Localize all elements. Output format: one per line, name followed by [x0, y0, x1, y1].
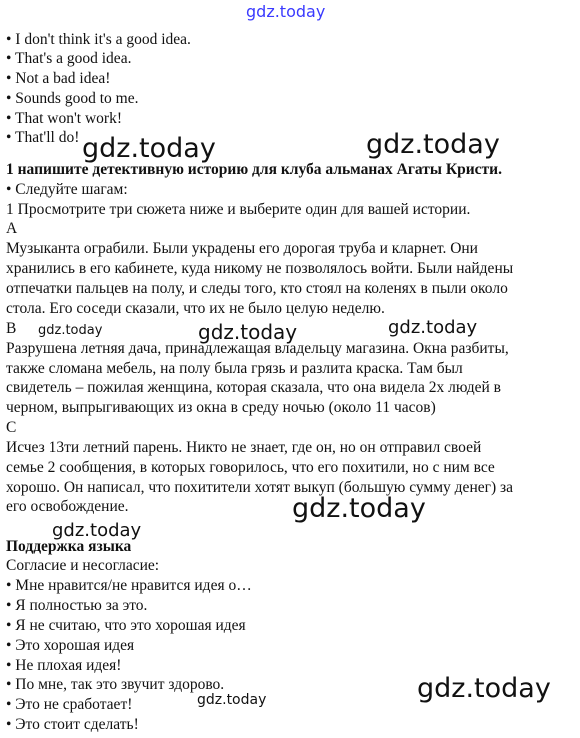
plot-line: семье 2 сообщения, в которых говорилось, что его похитили, но с ним все [6, 459, 495, 476]
watermark: gdz.today [198, 320, 298, 344]
plot-label: C [6, 419, 17, 436]
watermark: gdz.today [52, 520, 142, 541]
phrase-item: • Not a bad idea! [6, 70, 111, 87]
phrase-item: • Sounds good to me. [6, 90, 139, 107]
plot-label: B [6, 320, 17, 337]
support-item: • Я не считаю, что это хорошая идея [6, 617, 246, 634]
support-item: • Это хорошая идея [6, 637, 135, 654]
phrase-item: • That won't work! [6, 110, 122, 127]
task-step: 1 Просмотрите три сюжета ниже и выберите один для вашей истории. [6, 201, 471, 218]
support-heading: Поддержка языка [6, 538, 132, 555]
task-follow: • Следуйте шагам: [6, 181, 128, 198]
plot-line: черном, выпрыгивающих из окна в среду ночью (около 11 часов) [6, 399, 436, 416]
watermark: gdz.today [197, 692, 267, 708]
phrase-item: • That's a good idea. [6, 50, 132, 67]
watermark: gdz.today [38, 323, 103, 338]
plot-line: хранились в его кабинете, куда никому не позволялось войти. Были найдены [6, 260, 514, 277]
watermark: gdz.today [366, 129, 500, 160]
plot-line: хорошо. Он написал, что похитители хотят выкуп (большую сумму денег) за [6, 479, 514, 496]
support-item: • По мне, так это звучит здорово. [6, 676, 225, 693]
watermark: gdz.today [388, 317, 478, 338]
plot-line: также сломана мебель, на полу была грязь и разлита краска. Там был [6, 360, 463, 377]
plot-line: Разрушена летняя дача, принадлежащая владельцу магазина. Окна разбиты, [6, 340, 509, 357]
support-item: • Я полностью за это. [6, 597, 148, 614]
plot-line: стола. Его соседи сказали, что их не было целую неделю. [6, 300, 385, 317]
plot-line: Музыканта ограбили. Были украдены его дорогая труба и кларнет. Они [6, 240, 478, 257]
support-item: • Не плохая идея! [6, 657, 122, 674]
phrase-item: • I don't think it's a good idea. [6, 31, 191, 48]
support-item: • Это не сработает! [6, 696, 133, 713]
watermark: gdz.today [292, 493, 426, 524]
plot-line: его освобождение. [6, 498, 129, 515]
plot-line: свидетель – пожилая женщина, которая сказала, что она видела 2х людей в [6, 379, 501, 396]
task-heading: 1 напишите детективную историю для клуба альманах Агаты Кристи. [6, 161, 502, 178]
support-item: • Это стоит сделать! [6, 716, 139, 733]
support-subheading: Согласие и несогласие: [6, 557, 160, 574]
watermark-top: gdz.today [246, 2, 326, 21]
plot-label: A [6, 220, 18, 237]
plot-line: отпечатки пальцев на полу, и следы того, кто стоял на коленях в пыли около [6, 280, 508, 297]
support-item: • Мне нравится/не нравится идея о… [6, 577, 252, 594]
phrase-item: • That'll do! [6, 129, 80, 146]
plot-line: Исчез 13ти летний парень. Никто не знает, где он, но он отправил своей [6, 439, 482, 456]
watermark: gdz.today [417, 673, 551, 704]
watermark: gdz.today [82, 133, 216, 164]
